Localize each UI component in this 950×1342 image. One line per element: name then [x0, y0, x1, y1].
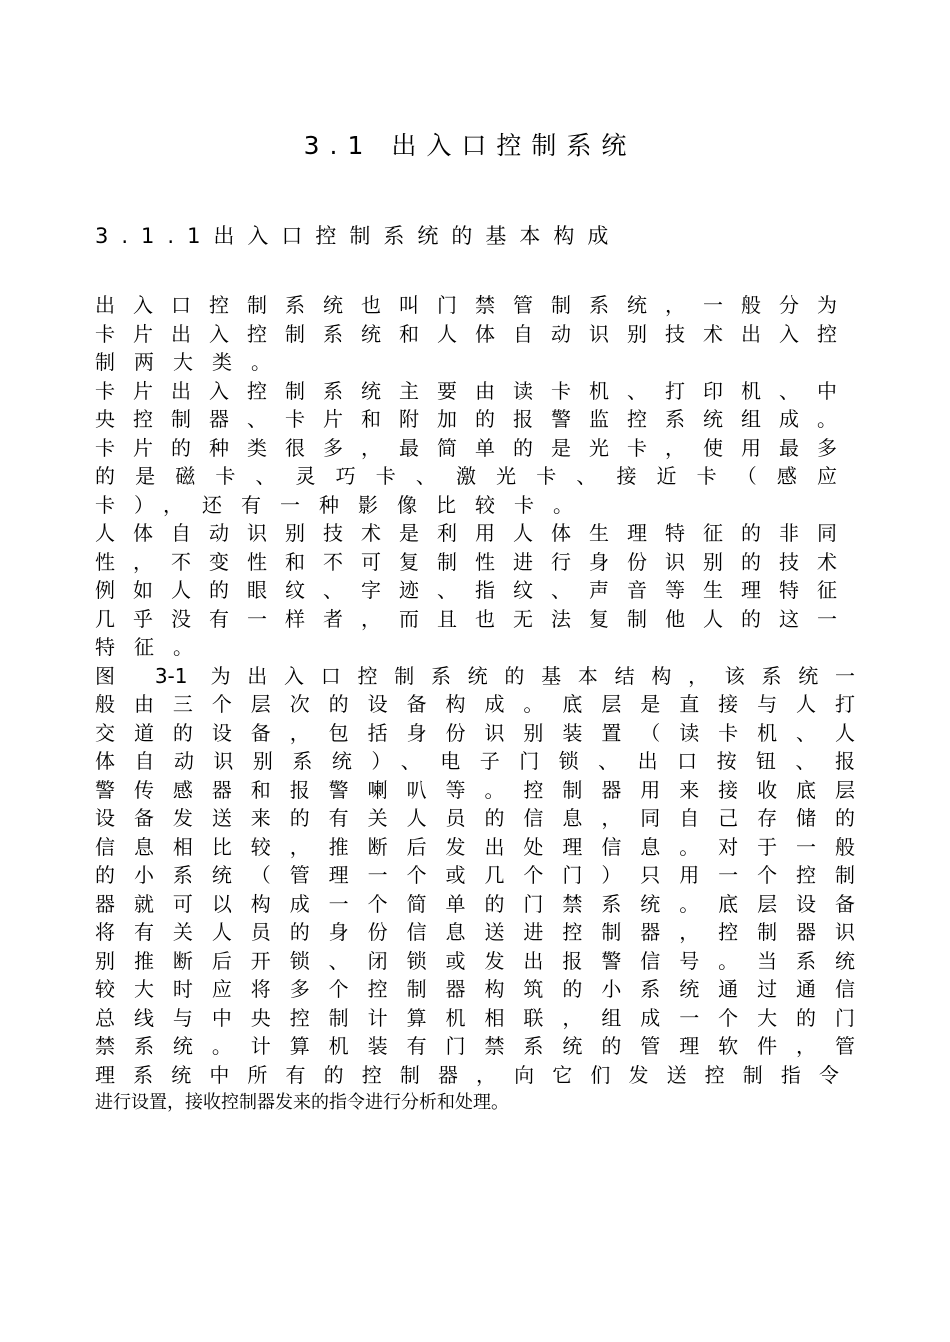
text-line: 器就可以构成一个简单的门禁系统。底层设备 — [95, 891, 855, 916]
text-line: 制两大类。 — [95, 350, 290, 374]
text-line: 央控制器、卡片和附加的报警监控系统组成。 — [95, 407, 837, 431]
text-line: 交道的设备，包括身份识别装置（读卡机、人 — [95, 720, 855, 745]
text-line: 般由三个层次的设备构成。底层是直接与人打 — [95, 692, 855, 716]
text-line: 警传感器和报警喇叭等。控制器用来接收底层 — [95, 777, 855, 802]
text-line: 信息相比较，推断后发出处理信息。对于一般 — [95, 834, 855, 859]
subsection-title: 3.1.1出入口控制系统的基本构成 — [95, 224, 622, 248]
text-line: 理系统中所有的控制器，向它们发送控制指令 — [95, 1062, 839, 1087]
text-line: 人体自动识别技术是利用人体生理特征的非同 — [95, 521, 837, 545]
text-line: 特征。 — [95, 635, 212, 659]
text-line: 较大时应将多个控制器构筑的小系统通过通信 — [95, 977, 855, 1001]
text-line: 卡），还有一种影像比较卡。 — [95, 492, 592, 517]
text-line: 的是磁卡、灵巧卡、激光卡、接近卡（感应 — [95, 464, 837, 488]
text-line: 别推断后开锁、闭锁或发出报警信号。当系统 — [95, 948, 855, 973]
text-line: 性，不变性和不可复制性进行身份识别的技术 — [95, 549, 837, 574]
text-line: 设备发送来的有关人员的信息，同自己存储的 — [95, 806, 855, 830]
text-line: 体自动识别系统）、电子门锁、出口按钮、报 — [95, 749, 855, 773]
body-text — [95, 291, 885, 1118]
text-line: 的小系统（管理一个或几个门）只用一个控制 — [95, 863, 855, 887]
text-line: 进行设置，接收控制器发来的指令进行分析和处理。 — [95, 1092, 509, 1113]
text-line: 几乎没有一样者，而且也无法复制他人的这一 — [95, 606, 837, 631]
text-line: 禁系统。计算机装有门禁系统的管理软件，管 — [95, 1034, 855, 1058]
text-line: 图 3-1 为出入口控制系统的基本结构，该系统一 — [95, 663, 855, 688]
text-line: 卡片出入控制系统和人体自动识别技术出入控 — [95, 321, 837, 346]
section-title: 3.1 出入口控制系统 — [303, 131, 637, 160]
text-line: 将有关人员的身份信息送进控制器，控制器识 — [95, 920, 855, 944]
text-line: 卡片的种类很多，最简单的是光卡，使用最多 — [95, 435, 837, 460]
text-line: 卡片出入控制系统主要由读卡机、打印机、中 — [95, 378, 837, 403]
text-line: 出入口控制系统也叫门禁管制系统，一般分为 — [95, 293, 837, 317]
text-line: 例如人的眼纹、字迹、指纹、声音等生理特征 — [95, 578, 837, 602]
text-line: 总线与中央控制计算机相联，组成一个大的门 — [95, 1005, 855, 1030]
